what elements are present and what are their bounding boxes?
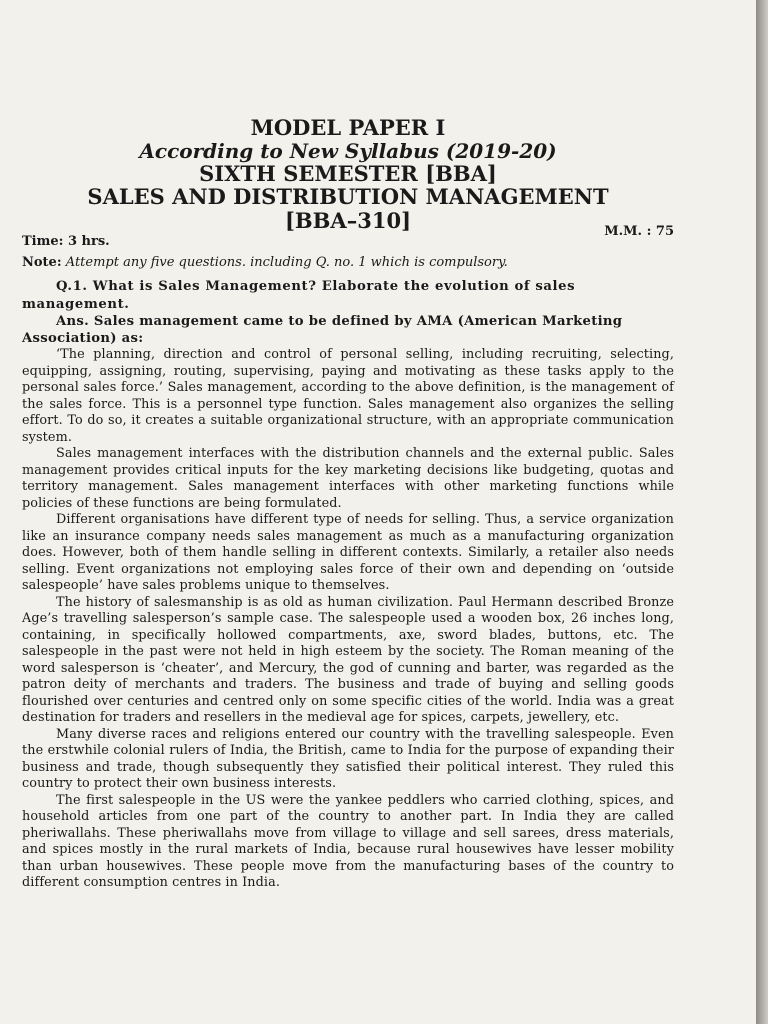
answer-paragraph: Sales management interfaces with the distribution channels and the external public. Sales management provides critical inputs for the key marketing decisions like budgeting, quotas and territory management. Sales management interfaces with other marketing functions while policies of these functions are being formulated. [22,446,674,511]
page-content [22,116,674,892]
course-code: [BBA–310] [285,207,411,233]
syllabus-subtitle: According to New Syllabus (2019-20) [139,138,557,163]
answer-paragraph: The history of salesmanship is as old as human civilization. Paul Hermann described Bronze Age’s travelling salesperson’s sample case. The salespeople used a wooden box, 26 inches long, containing, in specifically hollowed compartments, axe, sword blades, buttons, etc. The salespeople in the past were not held in high esteem by the society. The Roman meaning of the word salesperson is ‘cheater’, and Mercury, the god of cunning and barter, was regarded as the patron deity of merchants and traders. The business and trade of buying and selling goods flourished over centuries and centred only on some specific cities of the world. India was a great destination for traders and resellers in the medieval age for spices, carpets, jewellery, etc. [22,594,674,726]
paper-title: MODEL PAPER I [250,115,446,140]
note-label: Note: [22,255,62,271]
page-edge-shadow [756,0,768,1024]
time-label: Time: 3 hrs. [22,234,110,250]
answer-paragraph: The first salespeople in the US were the yankee peddlers who carried clothing, spices, and household articles from one part of the country to another part. In India they are called pheriwallahs. These pheriwallahs move from village to village and sell sarees, dress materials, and spices mostly in the rural markets of India, because rural housewives have lesser mobility than urban housewives. These people move from the manufacturing bases of the country to different consumption centres in India. [22,792,674,891]
answer-paragraph: Different organisations have different type of needs for selling. Thus, a service organization like an insurance company needs sales management as much as a manufacturing organization does. However, both of them handle selling in different contexts. Similarly, a retailer also needs selling. Event organizations not employing sales force of their own and depending on ‘outside salespeople’ have sales problems unique to themselves. [22,512,674,594]
exam-meta-row [22,224,674,250]
instructions-note [22,255,674,270]
answer-paragraph: ‘The planning, direction and control of personal selling, including recruiting, selecting, equipping, assigning, routing, supervising, paying and motivating as these tasks apply to the personal sales force.’ Sales management, according to the above definition, is the management of the sales force. This is a personnel type function. Sales management also organizes the selling effort. To do so, it creates a suitable organizational structure, with an appropriate communication system. [22,347,674,445]
note-text: Attempt any five questions. including Q. no. 1 which is compulsory. [65,255,508,271]
question-1: Q.1. What is Sales Management? Elaborate the evolution of sales management. [22,279,576,312]
subject-heading: SALES AND DISTRIBUTION MANAGEMENT [87,184,609,210]
answer-paragraph: Many diverse races and religions entered our country with the travelling salespeople. Even the erstwhile colonial rulers of India, the British, came to India for the purpose of expanding their business and trade, though subsequently they satisfied their political interest. They ruled this country to protect their own business interests. [22,726,674,792]
max-marks: M.M. : 75 [604,224,674,240]
answer-intro: Ans. Sales management came to be defined by AMA (American Marketing Association) as: [22,313,623,346]
semester-heading: SIXTH SEMESTER [BBA] [199,160,497,186]
